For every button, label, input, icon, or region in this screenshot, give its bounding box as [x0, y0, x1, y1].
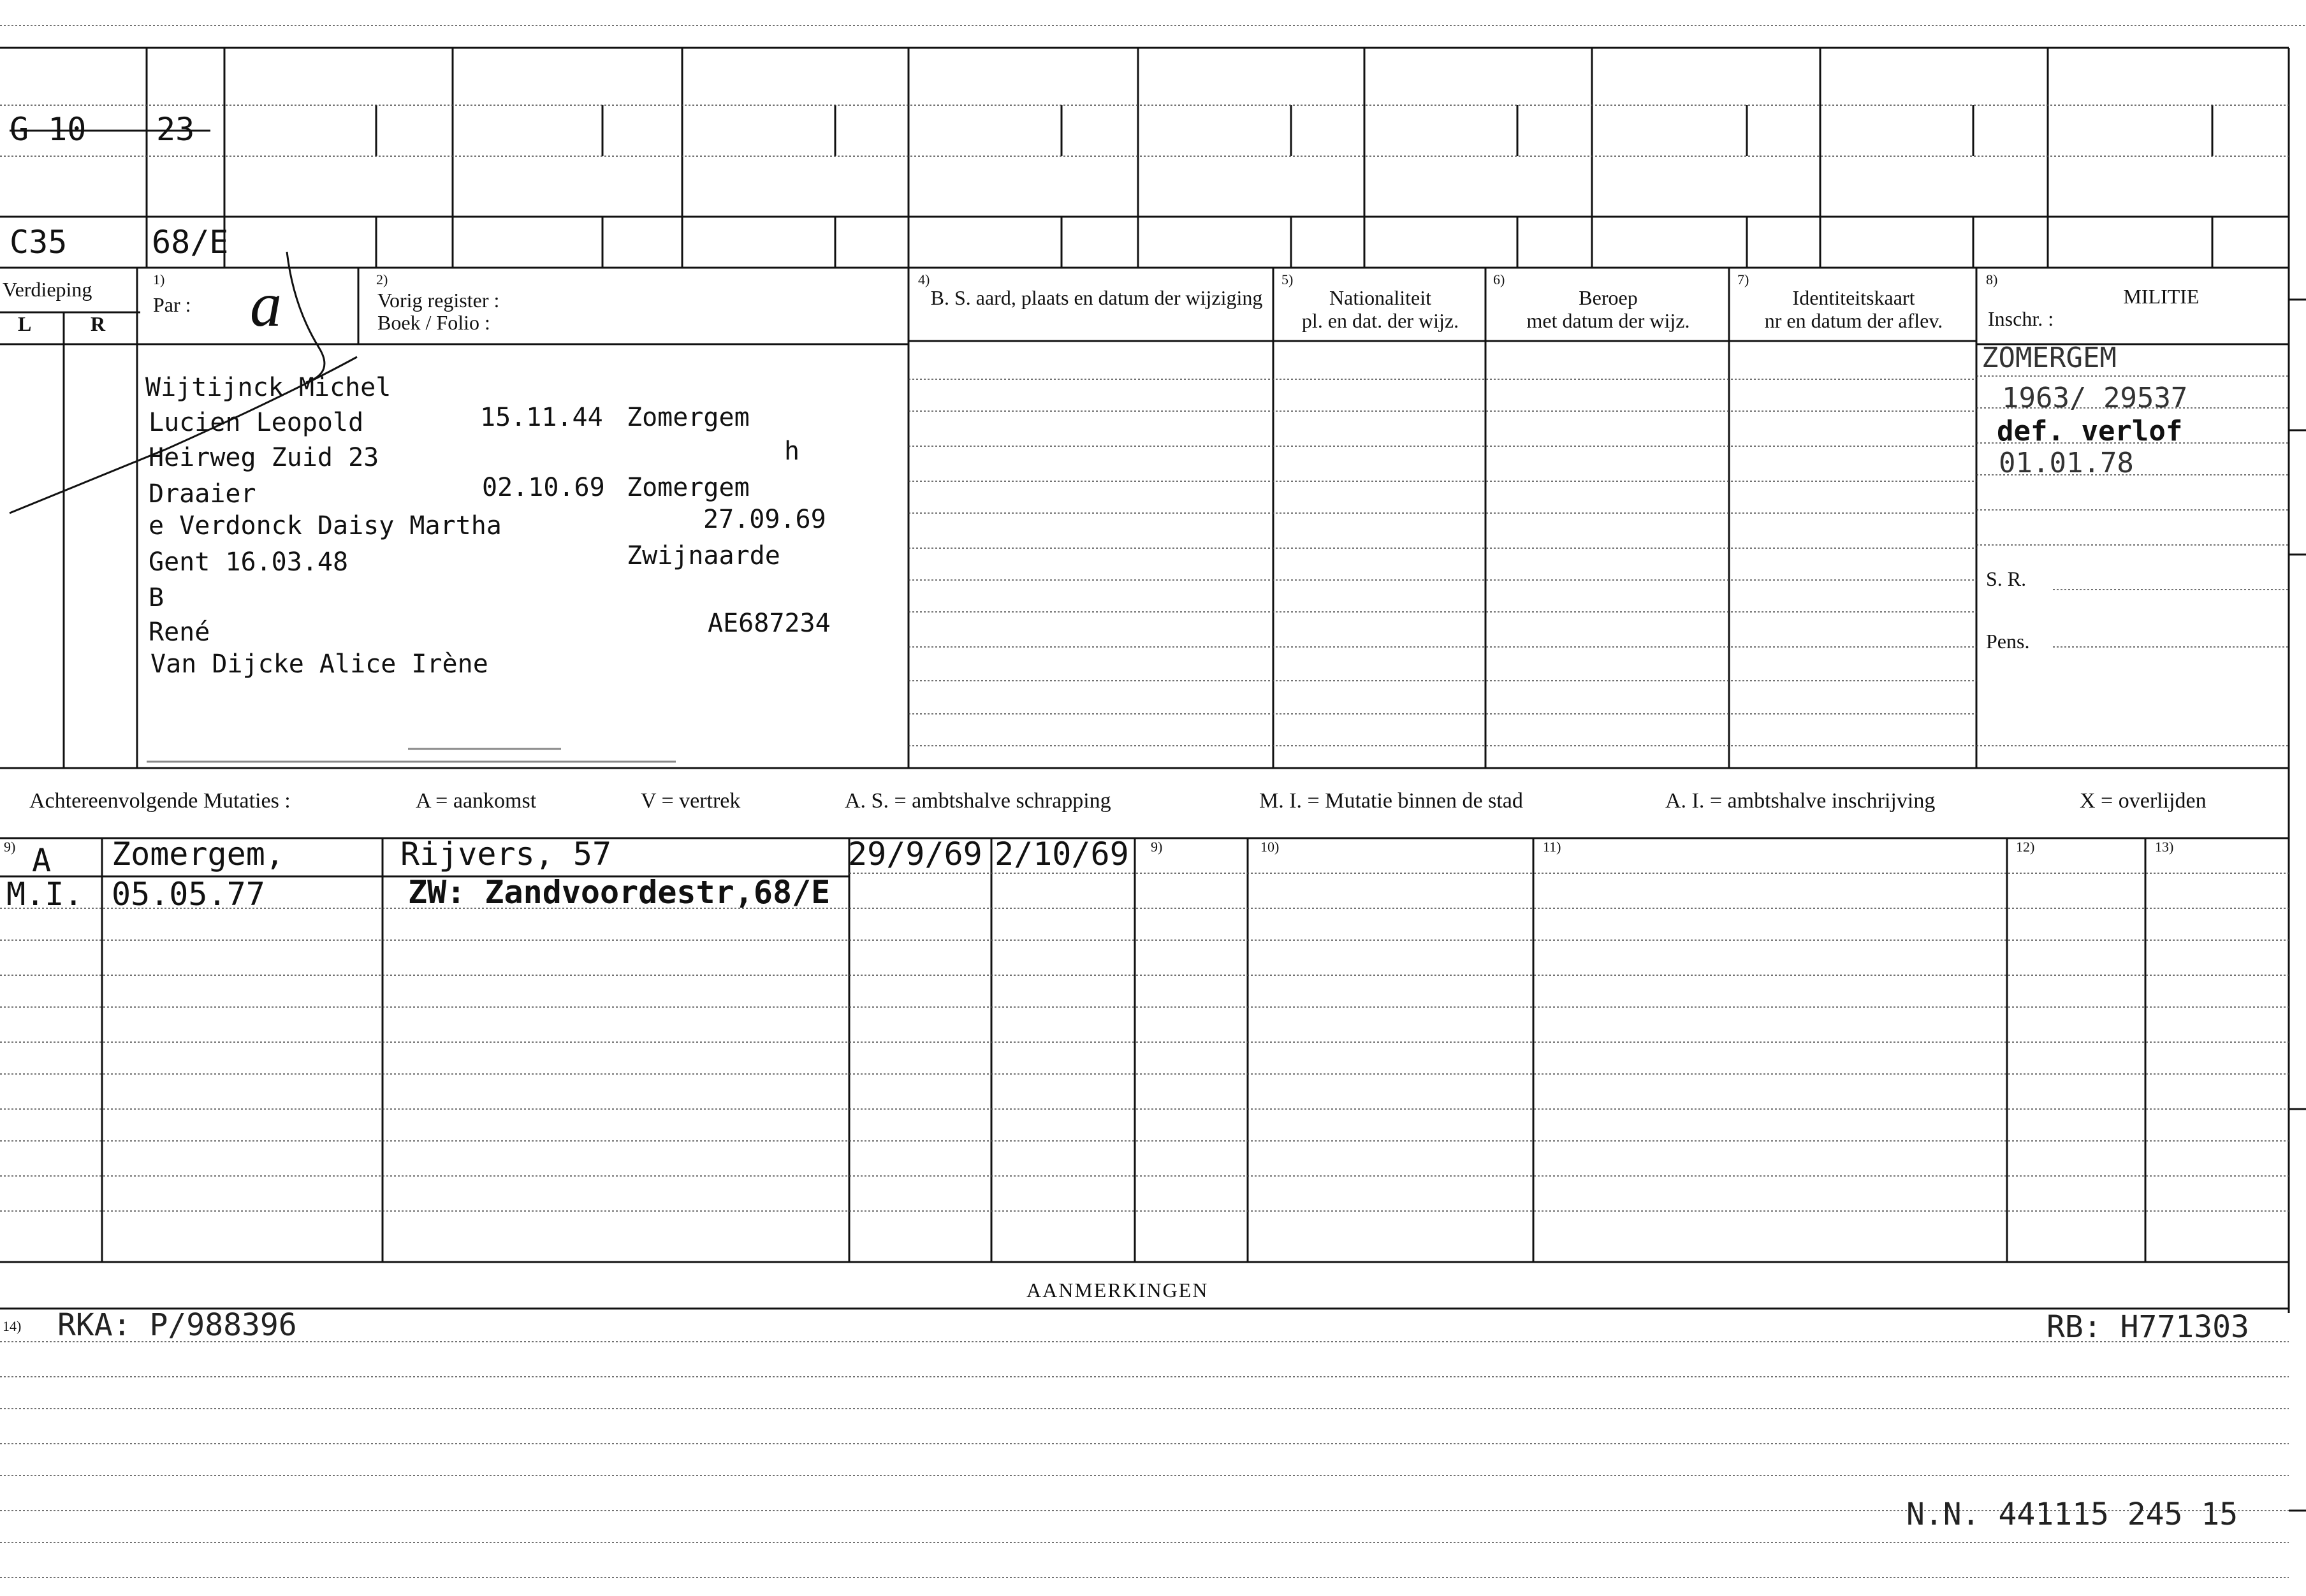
record-birth-date: 15.11.44 [480, 403, 603, 432]
nn-note: N.N. 441115 245 15 [1906, 1497, 2238, 1532]
old-number: 23 [156, 111, 195, 148]
identiteitskaart-subheader: nr en datum der aflev. [1764, 309, 1943, 332]
column-4-number: 4) [918, 272, 930, 287]
old-code: G 10 [10, 111, 87, 148]
bs-header: B. S. aard, plaats en datum der wijziging [930, 286, 1263, 309]
militie-place: ZOMERGEM [1981, 342, 2117, 374]
boek-folio-label: Boek / Folio : [377, 311, 490, 334]
mutation-1-place: Zomergem, [112, 836, 284, 873]
legend-x: X = overlijden [2080, 789, 2207, 813]
nationaliteit-subheader: pl. en dat. der wijz. [1301, 309, 1459, 332]
mutation-column-9b: 9) [1151, 839, 1163, 855]
record-occupation-date: 02.10.69 [482, 473, 605, 502]
militie-header: MILITIE [2123, 285, 2200, 308]
code: C35 [10, 224, 68, 261]
record-name: Wijtijnck Michel [145, 373, 391, 402]
legend-v: V = vertrek [641, 789, 741, 813]
column-5-number: 5) [1281, 272, 1294, 287]
record-marriage-date: 27.09.69 [703, 505, 826, 534]
record-id-card: AE687234 [708, 609, 831, 638]
mutation-column-13: 13) [2155, 839, 2174, 855]
inschr-label: Inschr. : [1988, 307, 2054, 330]
mutation-1-type: A [32, 842, 52, 879]
column-8-number: 8) [1986, 272, 1998, 287]
mutation-column-9: 9) [4, 839, 16, 855]
verdieping-label: Verdieping [3, 278, 92, 301]
legend-mi: M. I. = Mutatie binnen de stad [1259, 789, 1523, 813]
vorig-register-label: Vorig register : [377, 289, 500, 312]
par-label: Par : [153, 293, 191, 316]
mutation-column-12: 12) [2016, 839, 2035, 855]
record-father: René [149, 618, 210, 647]
record-first-names: Lucien Leopold [149, 408, 364, 437]
column-6-number: 6) [1493, 272, 1505, 287]
sr-label: S. R. [1986, 567, 2027, 590]
record-mother: Van Dijcke Alice Irène [150, 649, 488, 679]
left-label: L [18, 312, 32, 335]
record-address: Heirweg Zuid 23 [149, 443, 379, 472]
rka-note: RKA: P/988396 [57, 1307, 297, 1343]
legend-a: A = aankomst [416, 789, 537, 813]
record-occupation: Draaier [149, 479, 256, 509]
column-7-number: 7) [1737, 272, 1749, 287]
record-birth-place: Zomergem [627, 403, 750, 432]
militie-status: def. verlof [1997, 415, 2183, 447]
mutation-1-date-arrival: 29/9/69 [848, 836, 982, 873]
beroep-header: Beroep [1579, 286, 1638, 309]
nationaliteit-header: Nationaliteit [1329, 286, 1431, 309]
mutation-1-date-registration: 2/10/69 [995, 836, 1129, 873]
militie-number: 1963/ 29537 [2002, 382, 2188, 414]
legend-ai: A. I. = ambtshalve inschrijving [1665, 789, 1936, 813]
pens-label: Pens. [1986, 630, 2030, 653]
column-2-number: 2) [376, 272, 388, 287]
legend-title: Achtereenvolgende Mutaties : [29, 789, 291, 813]
aanmerkingen-title: AANMERKINGEN [1026, 1279, 1209, 1302]
record-h-mark: h [784, 437, 800, 466]
record-spouse-birth: Gent 16.03.48 [149, 548, 349, 577]
scan-noise [147, 749, 676, 762]
par-mark: a [250, 269, 282, 340]
rb-note: RB: H771303 [2047, 1309, 2249, 1345]
mutation-2-address: ZW: Zandvoordestr,68/E [408, 874, 831, 911]
mutation-2-type: M.I. [6, 876, 84, 913]
mutation-column-11: 11) [1543, 839, 1561, 855]
militie-date: 01.01.78 [1999, 447, 2134, 479]
aanmerkingen-number: 14) [3, 1318, 22, 1334]
mutation-2-date: 05.05.77 [112, 876, 265, 913]
identiteitskaart-header: Identiteitskaart [1792, 286, 1915, 309]
record-occupation-place: Zomergem [627, 473, 750, 502]
beroep-subheader: met datum der wijz. [1526, 309, 1690, 332]
record-spouse-place: Zwijnaarde [627, 541, 780, 570]
legend-as: A. S. = ambtshalve schrapping [845, 789, 1111, 813]
right-label: R [91, 312, 106, 335]
mutation-1-address: Rijvers, 57 [400, 836, 612, 873]
code-number: 68/E [152, 224, 229, 261]
record-b: B [149, 583, 164, 613]
record-spouse: e Verdonck Daisy Martha [149, 511, 502, 540]
column-1-number: 1) [153, 272, 165, 287]
mutation-column-10: 10) [1260, 839, 1280, 855]
